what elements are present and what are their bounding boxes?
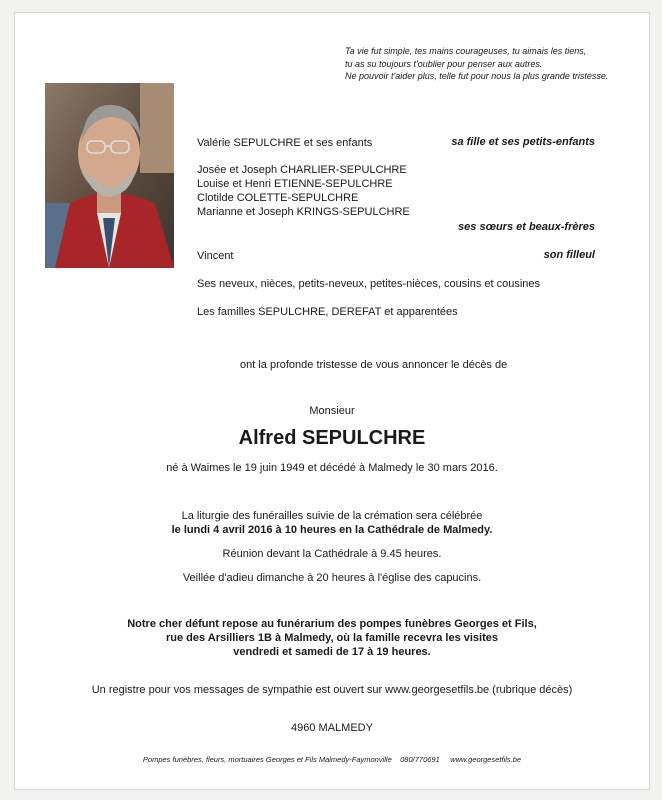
honorific: Monsieur bbox=[309, 405, 355, 417]
obituary-card bbox=[14, 12, 650, 790]
poem-line: Ne pouvoir t'aider plus, telle fut pour nous la plus grande tristesse. bbox=[345, 71, 609, 81]
families-line: Les familles SEPULCHRE, DEREFAT et apparentées bbox=[197, 306, 458, 318]
meeting-line: Réunion devant la Cathédrale à 9.45 heures. bbox=[222, 548, 442, 560]
siblings-relation: ses sœurs et beaux-frères bbox=[458, 221, 595, 233]
godson-relation: son filleul bbox=[543, 249, 595, 261]
footer-website: www.georgesetfils.be bbox=[450, 755, 522, 764]
rest-line: Notre cher défunt repose au funérarium des pompes funèbres Georges et Fils, bbox=[127, 618, 537, 630]
birth-death: né à Waimes le 19 juin 1949 et décédé à Malmedy le 30 mars 2016. bbox=[166, 462, 498, 474]
sibling-name: Louise et Henri ETIENNE-SEPULCHRE bbox=[197, 178, 393, 190]
city-line: 4960 MALMEDY bbox=[291, 722, 373, 734]
daughter-relation: sa fille et ses petits-enfants bbox=[451, 136, 595, 148]
nephews-line: Ses neveux, nièces, petits-neveux, petites-nièces, cousins et cousines bbox=[197, 278, 541, 290]
poem-line: Ta vie fut simple, tes mains courageuses, tu aimais les tiens, bbox=[345, 46, 587, 56]
godson-name: Vincent bbox=[197, 250, 234, 262]
sibling-name: Clotilde COLETTE-SEPULCHRE bbox=[197, 192, 359, 204]
liturgy-line: La liturgie des funérailles suivie de la crémation sera célébrée bbox=[181, 510, 483, 522]
poem-line: tu as su toujours t'oublier pour penser aux autres. bbox=[345, 58, 543, 69]
portrait-photo bbox=[45, 83, 174, 268]
daughter-name: Valérie SEPULCHRE et ses enfants bbox=[197, 137, 373, 149]
footer-company: Pompes funèbres, fleurs, mortuaires Georges et Fils Malmedy-Faymonville bbox=[142, 755, 392, 764]
siblings-list bbox=[197, 163, 410, 219]
registry-line: Un registre pour vos messages de sympathie est ouvert sur www.georgesetfils.be (rubrique décès) bbox=[91, 684, 573, 696]
poem bbox=[345, 45, 608, 83]
rest-line: rue des Arsilliers 1B à Malmedy, où la famille recevra les visites bbox=[165, 632, 498, 644]
rest-info bbox=[15, 617, 649, 659]
vigil-line: Veillée d'adieu dimanche à 20 heures à l'église des capucins. bbox=[182, 572, 482, 584]
sibling-name: Marianne et Joseph KRINGS-SEPULCHRE bbox=[197, 206, 410, 218]
announcement: ont la profonde tristesse de vous annoncer le décès de bbox=[240, 359, 508, 371]
rest-line: vendredi et samedi de 17 à 19 heures. bbox=[233, 646, 431, 658]
liturgy-date: le lundi 4 avril 2016 à 10 heures en la Cathédrale de Malmedy. bbox=[171, 524, 493, 536]
sibling-name: Josée et Joseph CHARLIER-SEPULCHRE bbox=[197, 164, 407, 176]
deceased-name: Alfred SEPULCHRE bbox=[238, 427, 426, 449]
footer bbox=[15, 755, 649, 764]
footer-phone: 080/770691 bbox=[400, 755, 440, 764]
